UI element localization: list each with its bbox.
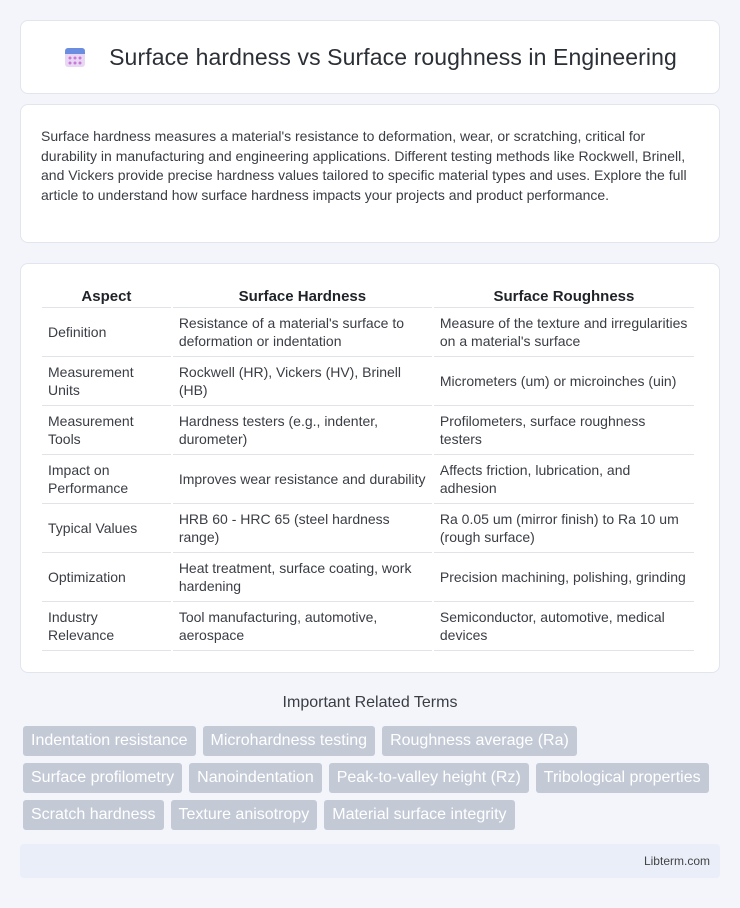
- header-card: [20, 20, 720, 94]
- table-cell: Micrometers (um) or microinches (uin): [434, 357, 694, 406]
- table-row: [42, 455, 694, 504]
- intro-card: [20, 104, 720, 243]
- table-row: [42, 602, 694, 651]
- table-cell: Heat treatment, surface coating, work hardening: [173, 553, 432, 602]
- table-row: [42, 357, 694, 406]
- footer: [20, 844, 720, 878]
- calendar-grid-icon: [63, 45, 87, 69]
- table-row: [42, 406, 694, 455]
- table-cell: Semiconductor, automotive, medical devices: [434, 602, 694, 651]
- related-term-tag[interactable]: Peak-to-valley height (Rz): [329, 763, 529, 793]
- table-cell: Ra 0.05 um (mirror finish) to Ra 10 um (rough surface): [434, 504, 694, 553]
- page-title: Surface hardness vs Surface roughness in Engineering: [109, 43, 677, 70]
- comparison-table: [40, 284, 696, 651]
- table-row: [42, 308, 694, 357]
- related-term-tag[interactable]: Microhardness testing: [203, 726, 376, 756]
- related-terms-list: [23, 726, 723, 837]
- table-cell: Tool manufacturing, automotive, aerospace: [173, 602, 432, 651]
- column-header-aspect: Aspect: [42, 284, 171, 308]
- table-cell: Industry Relevance: [42, 602, 171, 651]
- related-term-tag[interactable]: Indentation resistance: [23, 726, 196, 756]
- tag-row: [23, 726, 723, 756]
- table-cell: Affects friction, lubrication, and adhesion: [434, 455, 694, 504]
- related-term-tag[interactable]: Surface profilometry: [23, 763, 182, 793]
- table-cell: Impact on Performance: [42, 455, 171, 504]
- comparison-table-card: [20, 263, 720, 673]
- footer-site-link[interactable]: Libterm.com: [643, 854, 710, 868]
- tag-row: [23, 800, 723, 830]
- table-header-row: [42, 284, 694, 308]
- table-cell: Definition: [42, 308, 171, 357]
- table-cell: Optimization: [42, 553, 171, 602]
- table-cell: HRB 60 - HRC 65 (steel hardness range): [173, 504, 432, 553]
- table-cell: Measurement Tools: [42, 406, 171, 455]
- table-cell: Measure of the texture and irregularities on a material's surface: [434, 308, 694, 357]
- column-header-surface-hardness: Surface Hardness: [173, 284, 432, 308]
- related-term-tag[interactable]: Tribological properties: [536, 763, 709, 793]
- table-cell: Profilometers, surface roughness testers: [434, 406, 694, 455]
- related-term-tag[interactable]: Material surface integrity: [324, 800, 514, 830]
- table-cell: Improves wear resistance and durability: [173, 455, 432, 504]
- table-cell: Rockwell (HR), Vickers (HV), Brinell (HB): [173, 357, 432, 406]
- table-cell: Precision machining, polishing, grinding: [434, 553, 694, 602]
- table-row: [42, 553, 694, 602]
- table-cell: Measurement Units: [42, 357, 171, 406]
- related-terms-title: Important Related Terms: [282, 694, 458, 711]
- related-term-tag[interactable]: Roughness average (Ra): [382, 726, 577, 756]
- related-term-tag[interactable]: Scratch hardness: [23, 800, 164, 830]
- tag-row: [23, 763, 723, 793]
- related-term-tag[interactable]: Nanoindentation: [189, 763, 322, 793]
- column-header-surface-roughness: Surface Roughness: [434, 284, 694, 308]
- related-term-tag[interactable]: Texture anisotropy: [171, 800, 318, 830]
- table-cell: Resistance of a material's surface to deformation or indentation: [173, 308, 432, 357]
- table-cell: Hardness testers (e.g., indenter, durometer): [173, 406, 432, 455]
- table-row: [42, 504, 694, 553]
- intro-text: Surface hardness measures a material's resistance to deformation, wear, or scratching, critical for durability in manufacturing and engineering applications. Different testing methods like Rockwell, Brinell, and Vickers provide precise hardness values tailored to specific material types and uses. Explore the full article to understand how surface hardness impacts your projects and product performance.: [41, 128, 687, 203]
- table-cell: Typical Values: [42, 504, 171, 553]
